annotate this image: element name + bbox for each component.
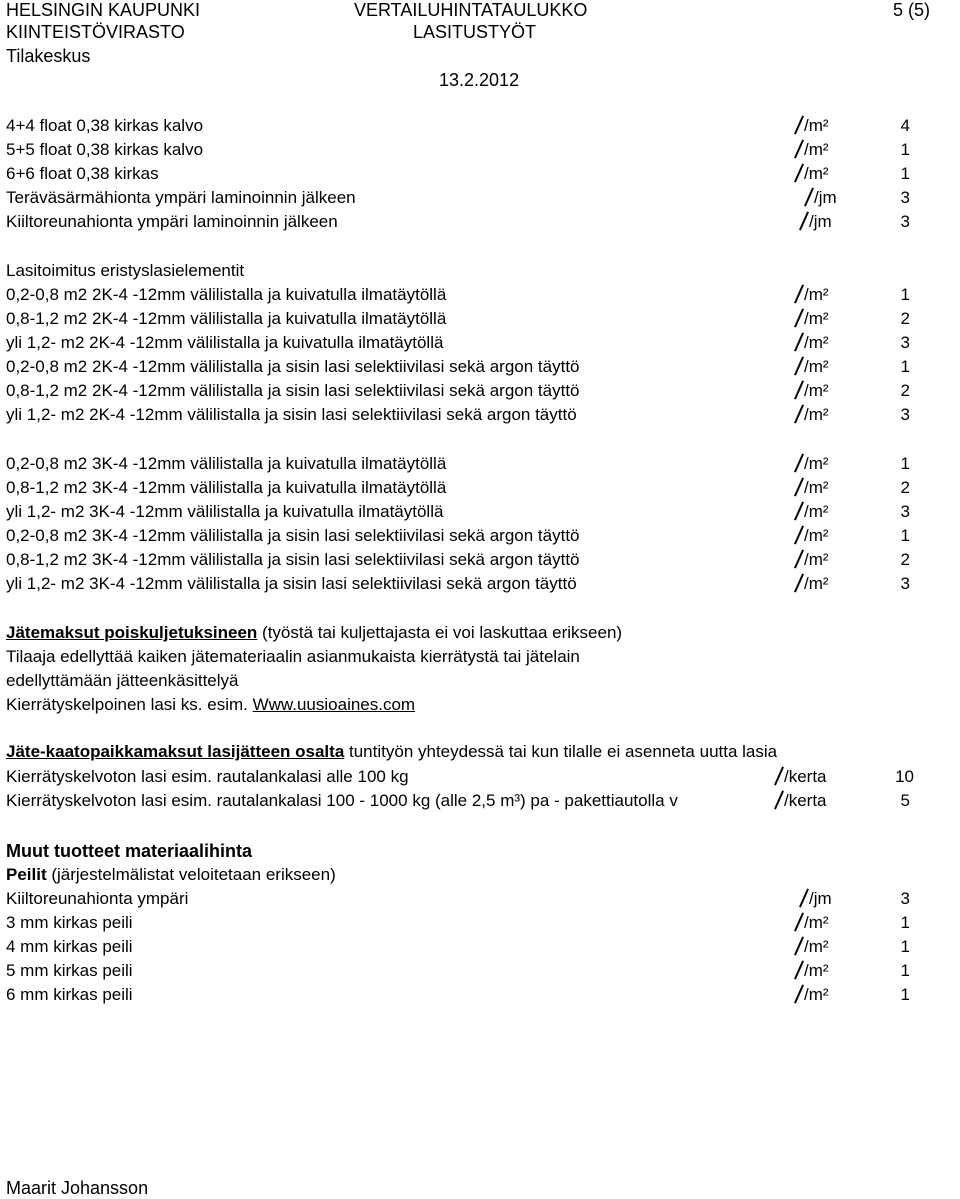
row-qty: 2 [900,550,910,569]
row-qty: 3 [900,333,910,352]
row-text: 0,2-0,8 m2 3K-4 -12mm välilistalla ja kuivatulla ilmatäytöllä [6,454,447,473]
euro-icon [795,285,804,302]
row-text: 0,8-1,2 m2 3K-4 -12mm välilistalla ja kuivatulla ilmatäytöllä [6,478,447,497]
row-text: Teräväsärmähionta ympäri laminoinnin jälkeen [6,188,356,207]
row-text: 4+4 float 0,38 kirkas kalvo [6,116,204,135]
row-text: 4 mm kirkas peili [6,937,133,956]
row-text: yli 1,2- m2 3K-4 -12mm välilistalla ja sisin lasi selektiivilasi sekä argon täyttö [6,574,577,593]
euro-unit: /m² [795,285,829,305]
euro-icon [795,381,804,398]
header-date: 13.2.2012 [439,70,520,90]
euro-icon [775,767,784,784]
euro-unit: /m² [795,333,829,353]
euro-unit: /m² [795,550,829,570]
euro-icon [795,309,804,326]
header-org-2: KIINTEISTÖVIRASTO [6,22,185,42]
row-qty: 3 [900,502,910,521]
dump-title-rest: tuntityön yhteydessä tai kun tilalle ei asenneta uutta lasia [344,742,778,761]
row-qty: 3 [900,889,910,908]
recycling-link[interactable]: Www.uusioaines.com [252,695,416,714]
euro-unit: /m² [795,454,829,474]
row-text: 0,8-1,2 m2 3K-4 -12mm välilistalla ja sisin lasi selektiivilasi sekä argon täyttö [6,550,580,569]
euro-unit: /m² [795,937,829,957]
row-qty: 2 [900,478,910,497]
euro-unit: /m² [795,357,829,377]
euro-icon [805,188,814,205]
euro-unit: /m² [795,116,829,136]
row-text: 6+6 float 0,38 kirkas [6,164,159,183]
euro-icon [795,913,804,930]
waste-line-3-prefix: Kierrätyskelpoinen lasi ks. esim. [6,695,253,714]
euro-unit: /m² [795,140,829,160]
row-qty: 3 [900,188,910,207]
euro-unit: /kerta [775,767,827,787]
row-text: 0,2-0,8 m2 3K-4 -12mm välilistalla ja sisin lasi selektiivilasi sekä argon täyttö [6,526,580,545]
euro-icon [800,212,809,229]
euro-unit: /m² [795,405,829,425]
euro-icon [795,454,804,471]
euro-unit: /m² [795,913,829,933]
waste-title-rest: (työstä tai kuljettajasta ei voi laskuttaa erikseen) [257,623,623,642]
euro-icon [795,140,804,157]
mirrors-title-rest: (järjestelmälistat veloitetaan erikseen) [46,865,336,884]
mirrors-title [6,865,336,885]
row-text: Kiiltoreunahionta ympäri [6,889,189,908]
row-qty: 5 [900,791,910,810]
euro-icon [795,116,804,133]
row-text: 3 mm kirkas peili [6,913,133,932]
row-qty: 4 [900,116,910,135]
row-text: Kiiltoreunahionta ympäri laminoinnin jälkeen [6,212,338,231]
waste-line-2: edellyttämään jätteenkäsittelyä [6,671,239,690]
row-qty: 2 [900,309,910,328]
row-text: yli 1,2- m2 3K-4 -12mm välilistalla ja kuivatulla ilmatäytöllä [6,502,444,521]
dump-title [6,742,777,762]
row-text: yli 1,2- m2 2K-4 -12mm välilistalla ja sisin lasi selektiivilasi sekä argon täyttö [6,405,577,424]
row-text: 6 mm kirkas peili [6,985,133,1004]
euro-unit: /m² [795,381,829,401]
row-qty: 1 [900,961,910,980]
waste-line-3 [6,695,415,715]
other-title: Muut tuotteet materiaalihinta [6,841,253,861]
row-text: 5 mm kirkas peili [6,961,133,980]
row-qty: 1 [900,913,910,932]
euro-icon [775,791,784,808]
row-text: 0,8-1,2 m2 2K-4 -12mm välilistalla ja kuivatulla ilmatäytöllä [6,309,447,328]
row-qty: 1 [900,357,910,376]
row-text: Kierrätyskelvoton lasi esim. rautalankalasi 100 - 1000 kg (alle 2,5 m³) pa - pakettiautolla v [6,791,678,810]
euro-icon [795,550,804,567]
row-qty: 1 [900,937,910,956]
euro-icon [800,889,809,906]
euro-icon [795,164,804,181]
row-qty: 1 [900,140,910,159]
header-subtitle: LASITUSTYÖT [413,22,537,42]
row-text: 0,2-0,8 m2 2K-4 -12mm välilistalla ja kuivatulla ilmatäytöllä [6,285,447,304]
row-qty: 3 [900,212,910,231]
euro-icon [795,574,804,591]
euro-unit: /m² [795,502,829,522]
waste-line-1: Tilaaja edellyttää kaiken jätemateriaalin asianmukaista kierrätystä tai jätelain [6,647,580,666]
waste-title-bold: Jätemaksut poiskuljetuksineen [6,623,258,642]
euro-icon [795,502,804,519]
row-qty: 3 [900,405,910,424]
row-qty: 10 [895,767,914,786]
header-org-1: HELSINGIN KAUPUNKI [6,0,201,20]
euro-unit: /m² [795,309,829,329]
row-qty: 1 [900,164,910,183]
euro-unit: /m² [795,478,829,498]
euro-unit: /jm [800,212,832,232]
row-text: Kierrätyskelvoton lasi esim. rautalankalasi alle 100 kg [6,767,409,786]
row-qty: 1 [900,985,910,1004]
row-qty: 1 [900,454,910,473]
row-qty: 1 [900,285,910,304]
row-qty: 1 [900,526,910,545]
euro-icon [795,357,804,374]
euro-icon [795,985,804,1002]
euro-icon [795,478,804,495]
section-title-insulating: Lasitoimitus eristyslasielementit [6,261,245,280]
row-text: 0,2-0,8 m2 2K-4 -12mm välilistalla ja sisin lasi selektiivilasi sekä argon täyttö [6,357,580,376]
euro-unit: /m² [795,164,829,184]
euro-icon [795,937,804,954]
row-text: yli 1,2- m2 2K-4 -12mm välilistalla ja kuivatulla ilmatäytöllä [6,333,444,352]
footer-author: Maarit Johansson [6,1178,149,1198]
waste-title [6,623,622,643]
header-org-3: Tilakeskus [6,46,91,66]
euro-unit: /m² [795,985,829,1005]
euro-icon [795,961,804,978]
mirrors-title-bold: Peilit [6,865,47,884]
euro-unit: /m² [795,526,829,546]
euro-unit: /m² [795,961,829,981]
dump-title-bold: Jäte-kaatopaikkamaksut lasijätteen osalta [6,742,345,761]
euro-icon [795,405,804,422]
row-qty: 2 [900,381,910,400]
row-qty: 3 [900,574,910,593]
euro-unit: /jm [805,188,837,208]
row-text: 0,8-1,2 m2 2K-4 -12mm välilistalla ja sisin lasi selektiivilasi sekä argon täyttö [6,381,580,400]
page-number: 5 (5) [893,0,931,20]
euro-icon [795,333,804,350]
header-title: VERTAILUHINTATAULUKKO [354,0,588,20]
euro-unit: /m² [795,574,829,594]
row-text: 5+5 float 0,38 kirkas kalvo [6,140,204,159]
euro-icon [795,526,804,543]
euro-unit: /jm [800,889,832,909]
euro-unit: /kerta [775,791,827,811]
